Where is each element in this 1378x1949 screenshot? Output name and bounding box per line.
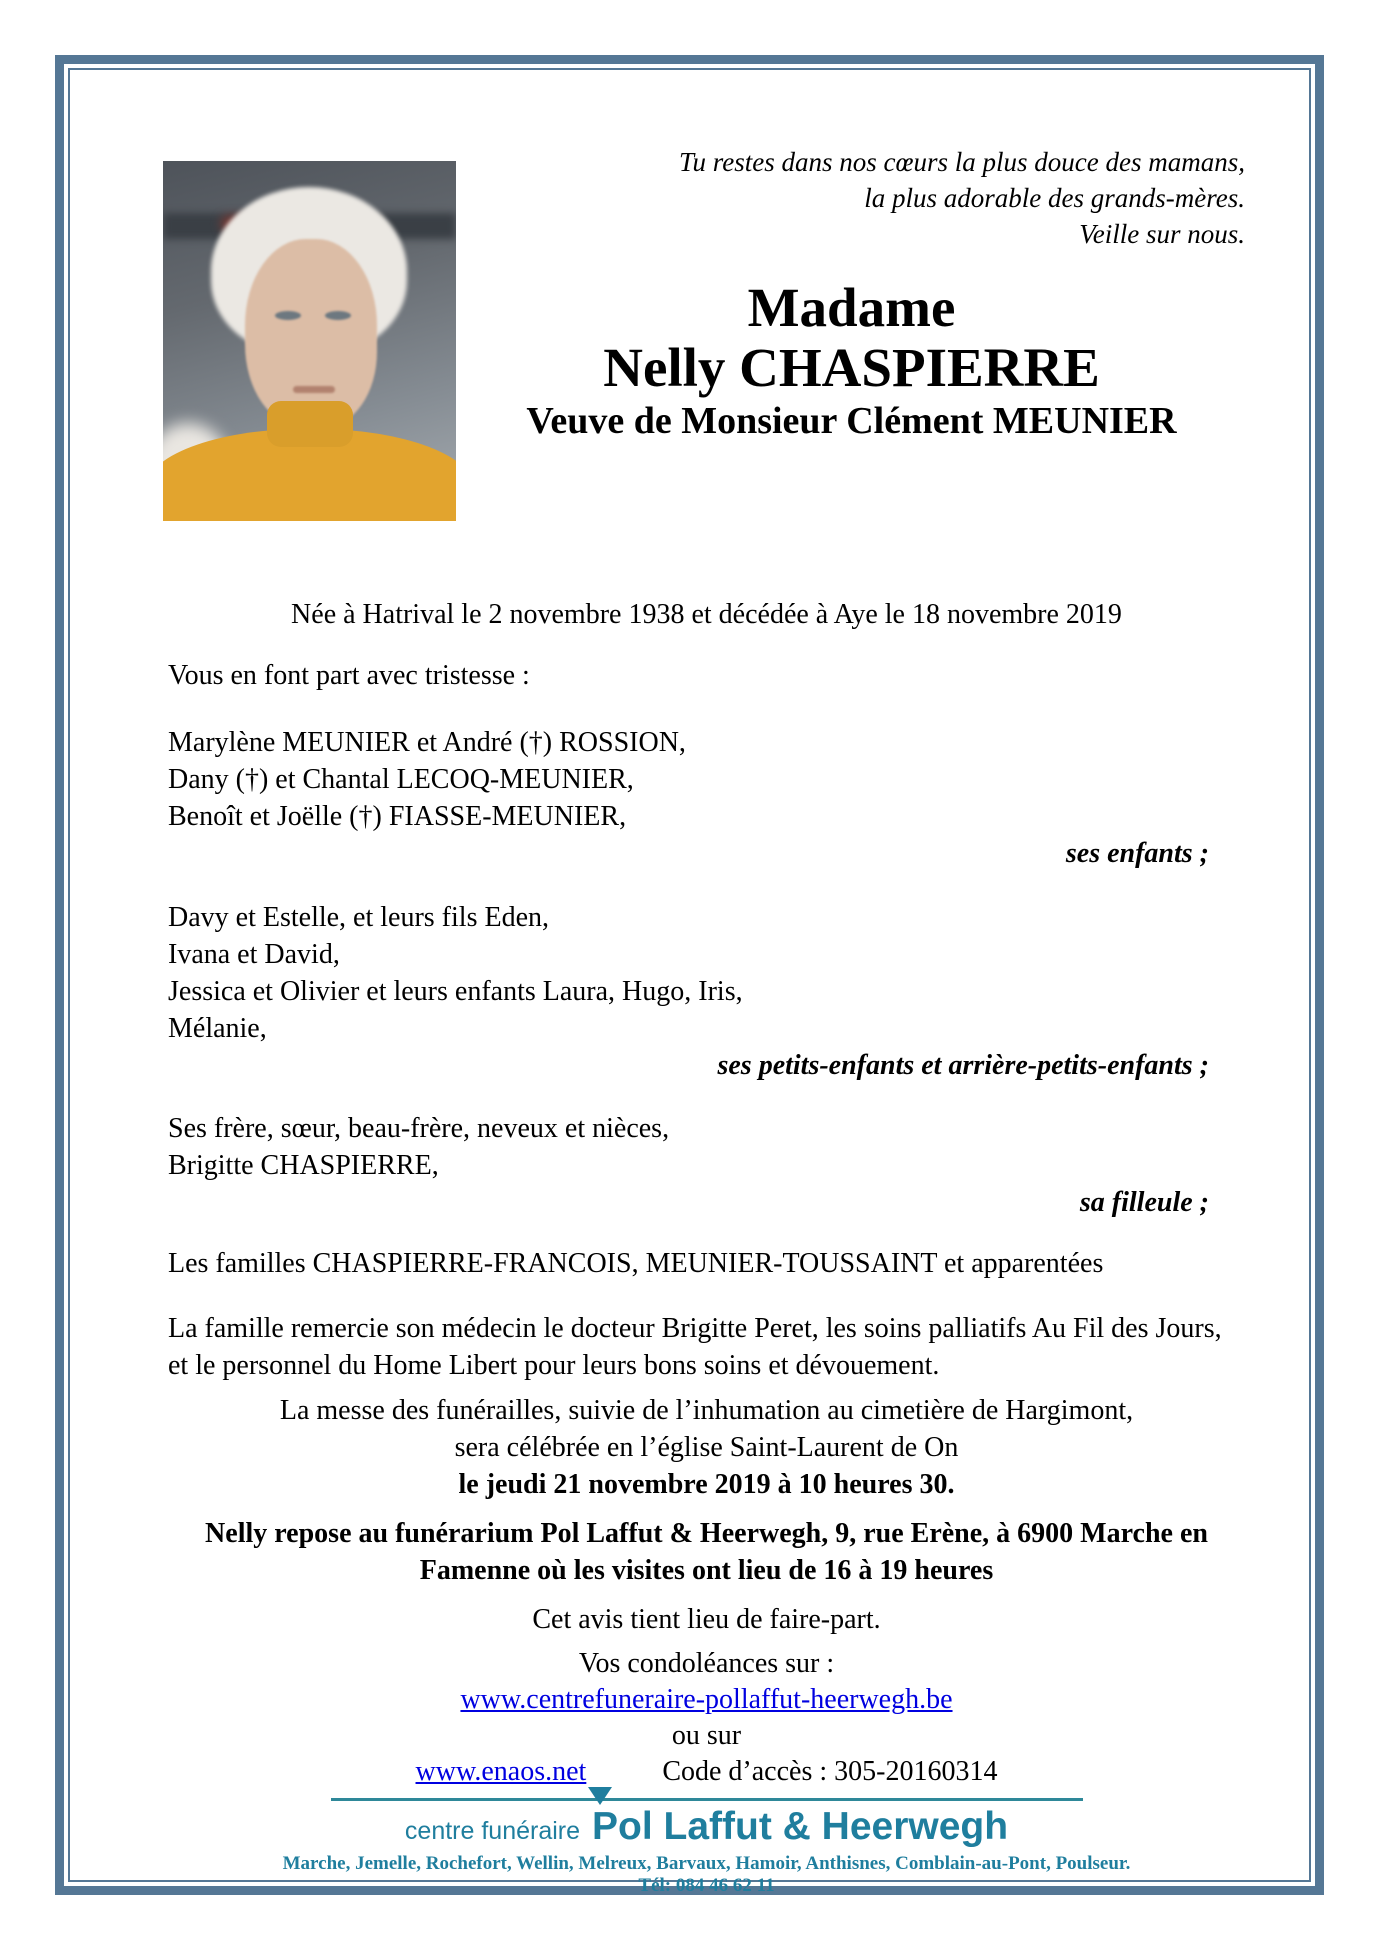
header-section xyxy=(168,104,1245,564)
family-line: Benoît et Joëlle (†) FIASSE-MEUNIER, xyxy=(168,801,627,832)
page-content xyxy=(104,104,1307,1897)
photo-mouth xyxy=(293,386,335,393)
condolences-label: Vos condoléances sur : xyxy=(578,1648,835,1679)
family-line: Mélanie, xyxy=(168,1013,267,1044)
funeral-home-logo xyxy=(168,1805,1245,1897)
portrait-photo xyxy=(163,161,456,521)
family-line: Brigitte CHASPIERRE, xyxy=(168,1150,439,1181)
family-section-children xyxy=(168,724,1245,872)
secondary-link-row xyxy=(168,1754,1245,1790)
locations-line: Marche, Jemelle, Rochefort, Wellin, Melreux, Barvaux, Hamoir, Anthisnes, Comblain-au-Pont, Poulseur. xyxy=(282,1853,1131,1874)
title-block xyxy=(458,278,1245,444)
phone-line: Tél: 084 46 62 11 xyxy=(638,1875,775,1896)
access-code: Code d’accès : 305-20160314 xyxy=(662,1756,998,1787)
families-line: Les familles CHASPIERRE-FRANCOIS, MEUNIER-TOUSSAINT et apparentées xyxy=(168,1248,1104,1279)
thanks-line: et le personnel du Home Libert pour leurs bons soins et dévouement. xyxy=(168,1350,940,1381)
thanks-paragraph xyxy=(168,1310,1245,1384)
family-section-siblings xyxy=(168,1110,1245,1221)
brand-main-text: Pol Laffut & Heerwegh xyxy=(592,1805,1009,1848)
photo-collar xyxy=(267,401,353,447)
quote-line: Veille sur nous. xyxy=(1079,219,1245,249)
quote-line: Tu restes dans nos cœurs la plus douce des mamans, xyxy=(678,147,1245,177)
title-madame: Madame xyxy=(747,277,956,338)
footer-rule xyxy=(331,1798,1083,1801)
brand-main-wrap xyxy=(592,1805,1008,1849)
family-line: Marylène MEUNIER et André (†) ROSSION, xyxy=(168,727,686,758)
thanks-line: La famille remercie son médecin le docteur Brigitte Peret, les soins palliatifs Au Fil des Jours, xyxy=(168,1313,1222,1344)
photo-right-eye xyxy=(325,311,351,320)
ceremony-datetime: le jeudi 21 novembre 2019 à 10 heures 30. xyxy=(458,1469,955,1500)
repose-line: Nelly repose au funérarium Pol Laffut & Heerwegh, 9, rue Erène, à 6900 Marche en xyxy=(205,1518,1208,1549)
condolences-section xyxy=(168,1646,1245,1790)
family-role-label: sa filleule ; xyxy=(1079,1187,1209,1218)
photo-face xyxy=(245,239,377,427)
family-line: Ivana et David, xyxy=(168,939,340,970)
repose-line: Famenne où les visites ont lieu de 16 à 19 heures xyxy=(419,1555,994,1586)
ceremony-details xyxy=(168,1392,1245,1503)
family-role-label: ses petits-enfants et arrière-petits-enfants ; xyxy=(717,1050,1209,1081)
ceremony-line: sera célébrée en l’église Saint-Laurent de On xyxy=(454,1432,959,1463)
brand-row xyxy=(168,1805,1245,1851)
quote-line: la plus adorable des grands-mères. xyxy=(864,183,1245,213)
deceased-name: Nelly CHASPIERRE xyxy=(603,337,1100,398)
announcement-intro: Vous en font part avec tristesse : xyxy=(168,660,530,691)
brand-triangle-icon xyxy=(588,1787,612,1805)
family-section-grandchildren xyxy=(168,899,1245,1084)
funeral-home-info xyxy=(168,1515,1245,1589)
family-line: Ses frère, sœur, beau-frère, neveux et nièces, xyxy=(168,1113,670,1144)
family-line: Dany (†) et Chantal LECOQ-MEUNIER, xyxy=(168,764,634,795)
brand-small-text: centre funéraire xyxy=(404,1817,581,1845)
family-role-label: ses enfants ; xyxy=(1065,838,1209,869)
or-text: ou sur xyxy=(671,1720,742,1751)
life-dates: Née à Hatrival le 2 novembre 1938 et décédée à Aye le 18 novembre 2019 xyxy=(291,599,1122,630)
widow-line: Veuve de Monsieur Clément MEUNIER xyxy=(526,400,1177,442)
condolences-link-primary[interactable]: www.centrefuneraire-pollaffut-heerwegh.be xyxy=(460,1684,953,1715)
family-line: Jessica et Olivier et leurs enfants Laura, Hugo, Iris, xyxy=(168,976,743,1007)
photo-left-eye xyxy=(275,311,301,320)
notice-line: Cet avis tient lieu de faire-part. xyxy=(532,1604,881,1635)
family-line: Davy et Estelle, et leurs fils Eden, xyxy=(168,902,549,933)
ceremony-line: La messe des funérailles, suivie de l’inhumation au cimetière de Hargimont, xyxy=(279,1395,1134,1426)
condolences-link-secondary[interactable]: www.enaos.net xyxy=(415,1756,587,1787)
